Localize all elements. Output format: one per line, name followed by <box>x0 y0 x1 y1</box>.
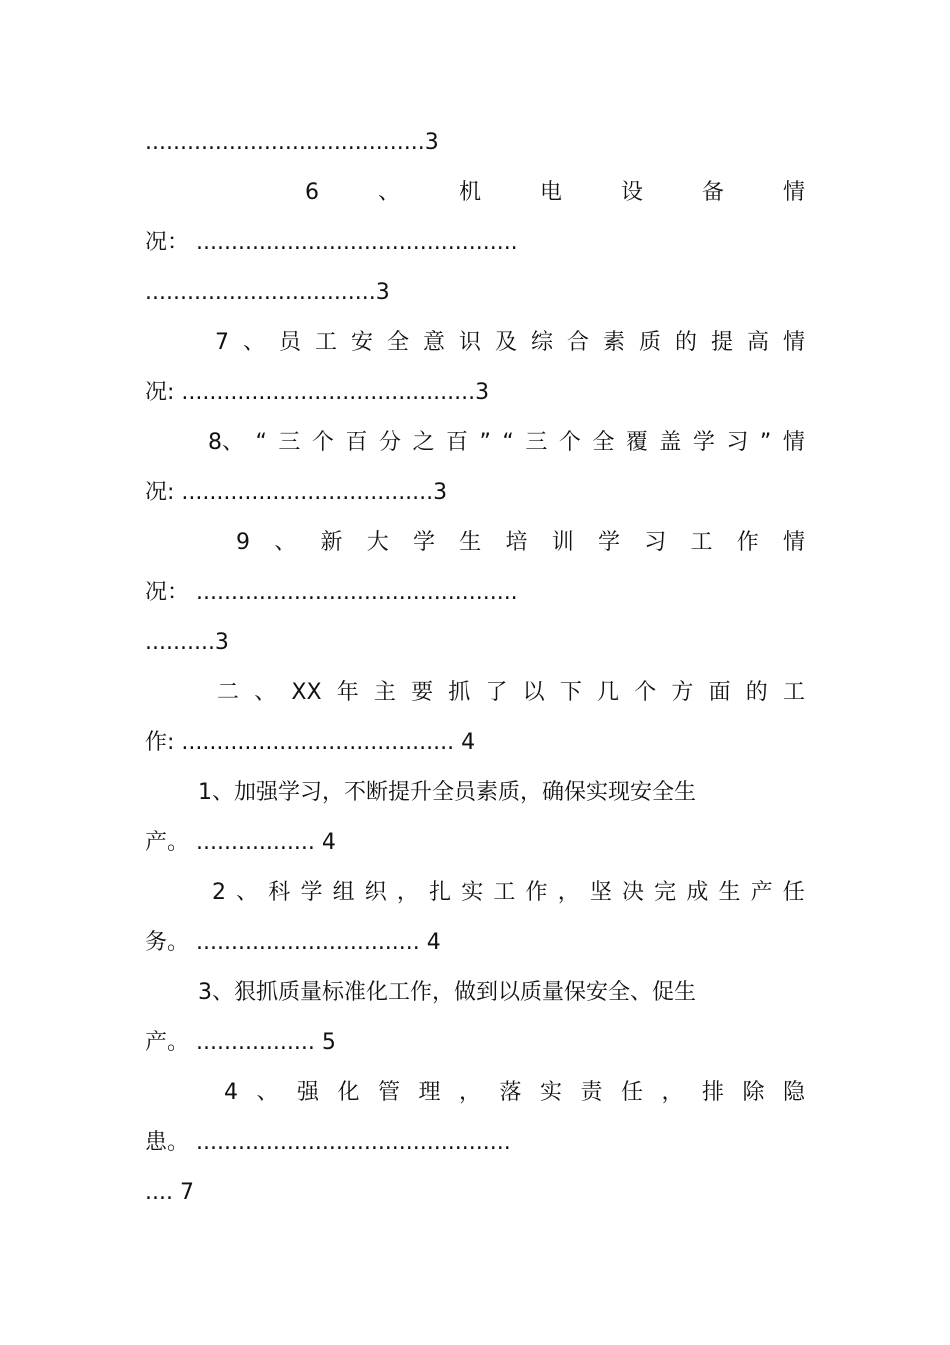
toc-char: 三 <box>278 430 301 455</box>
toc-dots-line: ........................................3 <box>145 130 439 155</box>
toc-char: 全 <box>386 330 409 355</box>
toc-char: 情 <box>782 430 805 455</box>
toc-char: 落 <box>499 1080 522 1105</box>
toc-char: 作 <box>736 530 759 555</box>
toc-item-6 <box>305 178 805 208</box>
toc-char: 扎 <box>429 880 452 905</box>
toc-char: 工 <box>690 530 713 555</box>
toc-char: 决 <box>622 880 645 905</box>
toc-char: 习 <box>726 430 749 455</box>
toc-char: 全 <box>592 430 615 455</box>
toc-char: 识 <box>458 330 481 355</box>
toc-char: 理 <box>418 1080 441 1105</box>
toc-char: 2 <box>212 880 226 905</box>
toc-char: 7 <box>215 330 229 355</box>
toc-char: 高 <box>746 330 769 355</box>
toc-char: 隐 <box>782 1080 805 1105</box>
toc-item-7-cont: 况: ..........................................3 <box>145 380 490 405</box>
toc-char: 大 <box>366 530 389 555</box>
toc-char: 情 <box>782 180 805 205</box>
toc-char: 综 <box>530 330 553 355</box>
toc-char: 百 <box>345 430 368 455</box>
toc-char: ， <box>458 1080 481 1105</box>
toc-char: 习 <box>644 530 667 555</box>
toc-sub-2 <box>212 878 805 908</box>
toc-char: 情 <box>782 330 805 355</box>
toc-char: 任 <box>782 880 805 905</box>
toc-char: 、 <box>236 880 259 905</box>
toc-sub-3: 3、狠抓质量标准化工作，做到以质量保安全、促生 <box>198 980 696 1005</box>
toc-char: 生 <box>459 530 482 555</box>
toc-char: 学 <box>300 880 323 905</box>
toc-char: 情 <box>782 530 805 555</box>
toc-char: 提 <box>710 330 733 355</box>
toc-section-2-cont: 作: ....................................... 4 <box>145 730 476 755</box>
toc-char: 素 <box>602 330 625 355</box>
toc-sub-4-page: .... 7 <box>145 1180 194 1205</box>
toc-char: ” <box>759 430 772 455</box>
toc-char: 管 <box>377 1080 400 1105</box>
toc-char: 坚 <box>589 880 612 905</box>
toc-char: ” <box>479 430 491 455</box>
toc-char: 除 <box>742 1080 765 1105</box>
toc-char: 工 <box>782 680 805 705</box>
toc-char: 个 <box>311 430 334 455</box>
toc-char: 百 <box>445 430 468 455</box>
toc-char: 质 <box>638 330 661 355</box>
toc-char: 6 <box>305 180 319 205</box>
toc-char: 的 <box>745 680 768 705</box>
toc-char: 、 <box>254 680 277 705</box>
toc-char: 学 <box>412 530 435 555</box>
toc-char: “ <box>255 430 267 455</box>
toc-char: 了 <box>485 680 508 705</box>
toc-char: 新 <box>320 530 343 555</box>
toc-char: 及 <box>494 330 517 355</box>
toc-sub-3-cont: 产。 ................. 5 <box>145 1030 336 1055</box>
toc-char: 科 <box>268 880 291 905</box>
toc-char: 面 <box>708 680 731 705</box>
toc-char: 成 <box>686 880 709 905</box>
toc-char: 训 <box>551 530 574 555</box>
toc-char: 生 <box>718 880 741 905</box>
toc-sub-4-cont: 患。 ............................................. <box>145 1130 511 1155</box>
toc-char: 电 <box>539 180 562 205</box>
toc-section-2 <box>217 678 805 708</box>
toc-sub-4 <box>224 1078 805 1108</box>
toc-char: 完 <box>654 880 677 905</box>
toc-char: 要 <box>411 680 434 705</box>
toc-char: 、 <box>274 530 297 555</box>
toc-char: “ <box>502 430 514 455</box>
toc-char: 备 <box>701 180 724 205</box>
toc-char: ， <box>557 880 580 905</box>
toc-char: 强 <box>296 1080 319 1105</box>
toc-char: 4 <box>224 1080 238 1105</box>
toc-char: 盖 <box>659 430 682 455</box>
toc-char: 员 <box>278 330 301 355</box>
toc-char: 产 <box>750 880 773 905</box>
toc-sub-1-cont: 产。 ................. 4 <box>145 830 336 855</box>
toc-char: 、 <box>377 180 400 205</box>
toc-item-8 <box>208 428 805 458</box>
toc-char: 、 <box>256 1080 279 1105</box>
toc-char: 意 <box>422 330 445 355</box>
toc-char: 覆 <box>625 430 648 455</box>
toc-char: 之 <box>412 430 435 455</box>
toc-char: XX <box>291 680 322 705</box>
toc-char: 三 <box>525 430 548 455</box>
toc-char: 排 <box>701 1080 724 1105</box>
toc-char: 的 <box>674 330 697 355</box>
toc-char: 9 <box>236 530 250 555</box>
toc-sub-2-cont: 务。 ................................ 4 <box>145 930 441 955</box>
toc-item-9-cont: 况： .............................................. <box>145 580 518 605</box>
toc-char: 下 <box>559 680 582 705</box>
toc-char: 年 <box>336 680 359 705</box>
toc-char: ， <box>396 880 419 905</box>
toc-char: 工 <box>493 880 516 905</box>
toc-char: 工 <box>314 330 337 355</box>
toc-item-6-page: .................................3 <box>145 280 390 305</box>
toc-char: 个 <box>558 430 581 455</box>
toc-char: 、 <box>242 330 265 355</box>
toc-char: 二 <box>217 680 240 705</box>
toc-char: 主 <box>373 680 396 705</box>
toc-item-7 <box>215 328 805 358</box>
toc-char: 任 <box>620 1080 643 1105</box>
toc-char: 个 <box>634 680 657 705</box>
toc-char: 作 <box>525 880 548 905</box>
toc-char: 分 <box>378 430 401 455</box>
toc-item-9-page: ..........3 <box>145 630 229 655</box>
toc-char: 织 <box>364 880 387 905</box>
toc-char: 化 <box>337 1080 360 1105</box>
toc-char: 学 <box>597 530 620 555</box>
toc-char: 8、 <box>208 430 244 455</box>
toc-char: ， <box>661 1080 684 1105</box>
toc-char: 学 <box>692 430 715 455</box>
toc-char: 抓 <box>448 680 471 705</box>
toc-char: 机 <box>458 180 481 205</box>
toc-item-6-cont: 况： .............................................. <box>145 230 518 255</box>
toc-char: 安 <box>350 330 373 355</box>
toc-char: 以 <box>522 680 545 705</box>
toc-char: 组 <box>332 880 355 905</box>
toc-char: 几 <box>597 680 620 705</box>
toc-char: 实 <box>461 880 484 905</box>
toc-char: 设 <box>620 180 643 205</box>
toc-item-8-cont: 况: ....................................3 <box>145 480 448 505</box>
toc-char: 方 <box>671 680 694 705</box>
toc-sub-1: 1、加强学习，不断提升全员素质，确保实现安全生 <box>198 780 696 805</box>
toc-char: 实 <box>539 1080 562 1105</box>
toc-item-9 <box>236 528 805 558</box>
toc-char: 培 <box>505 530 528 555</box>
toc-char: 合 <box>566 330 589 355</box>
toc-char: 责 <box>580 1080 603 1105</box>
